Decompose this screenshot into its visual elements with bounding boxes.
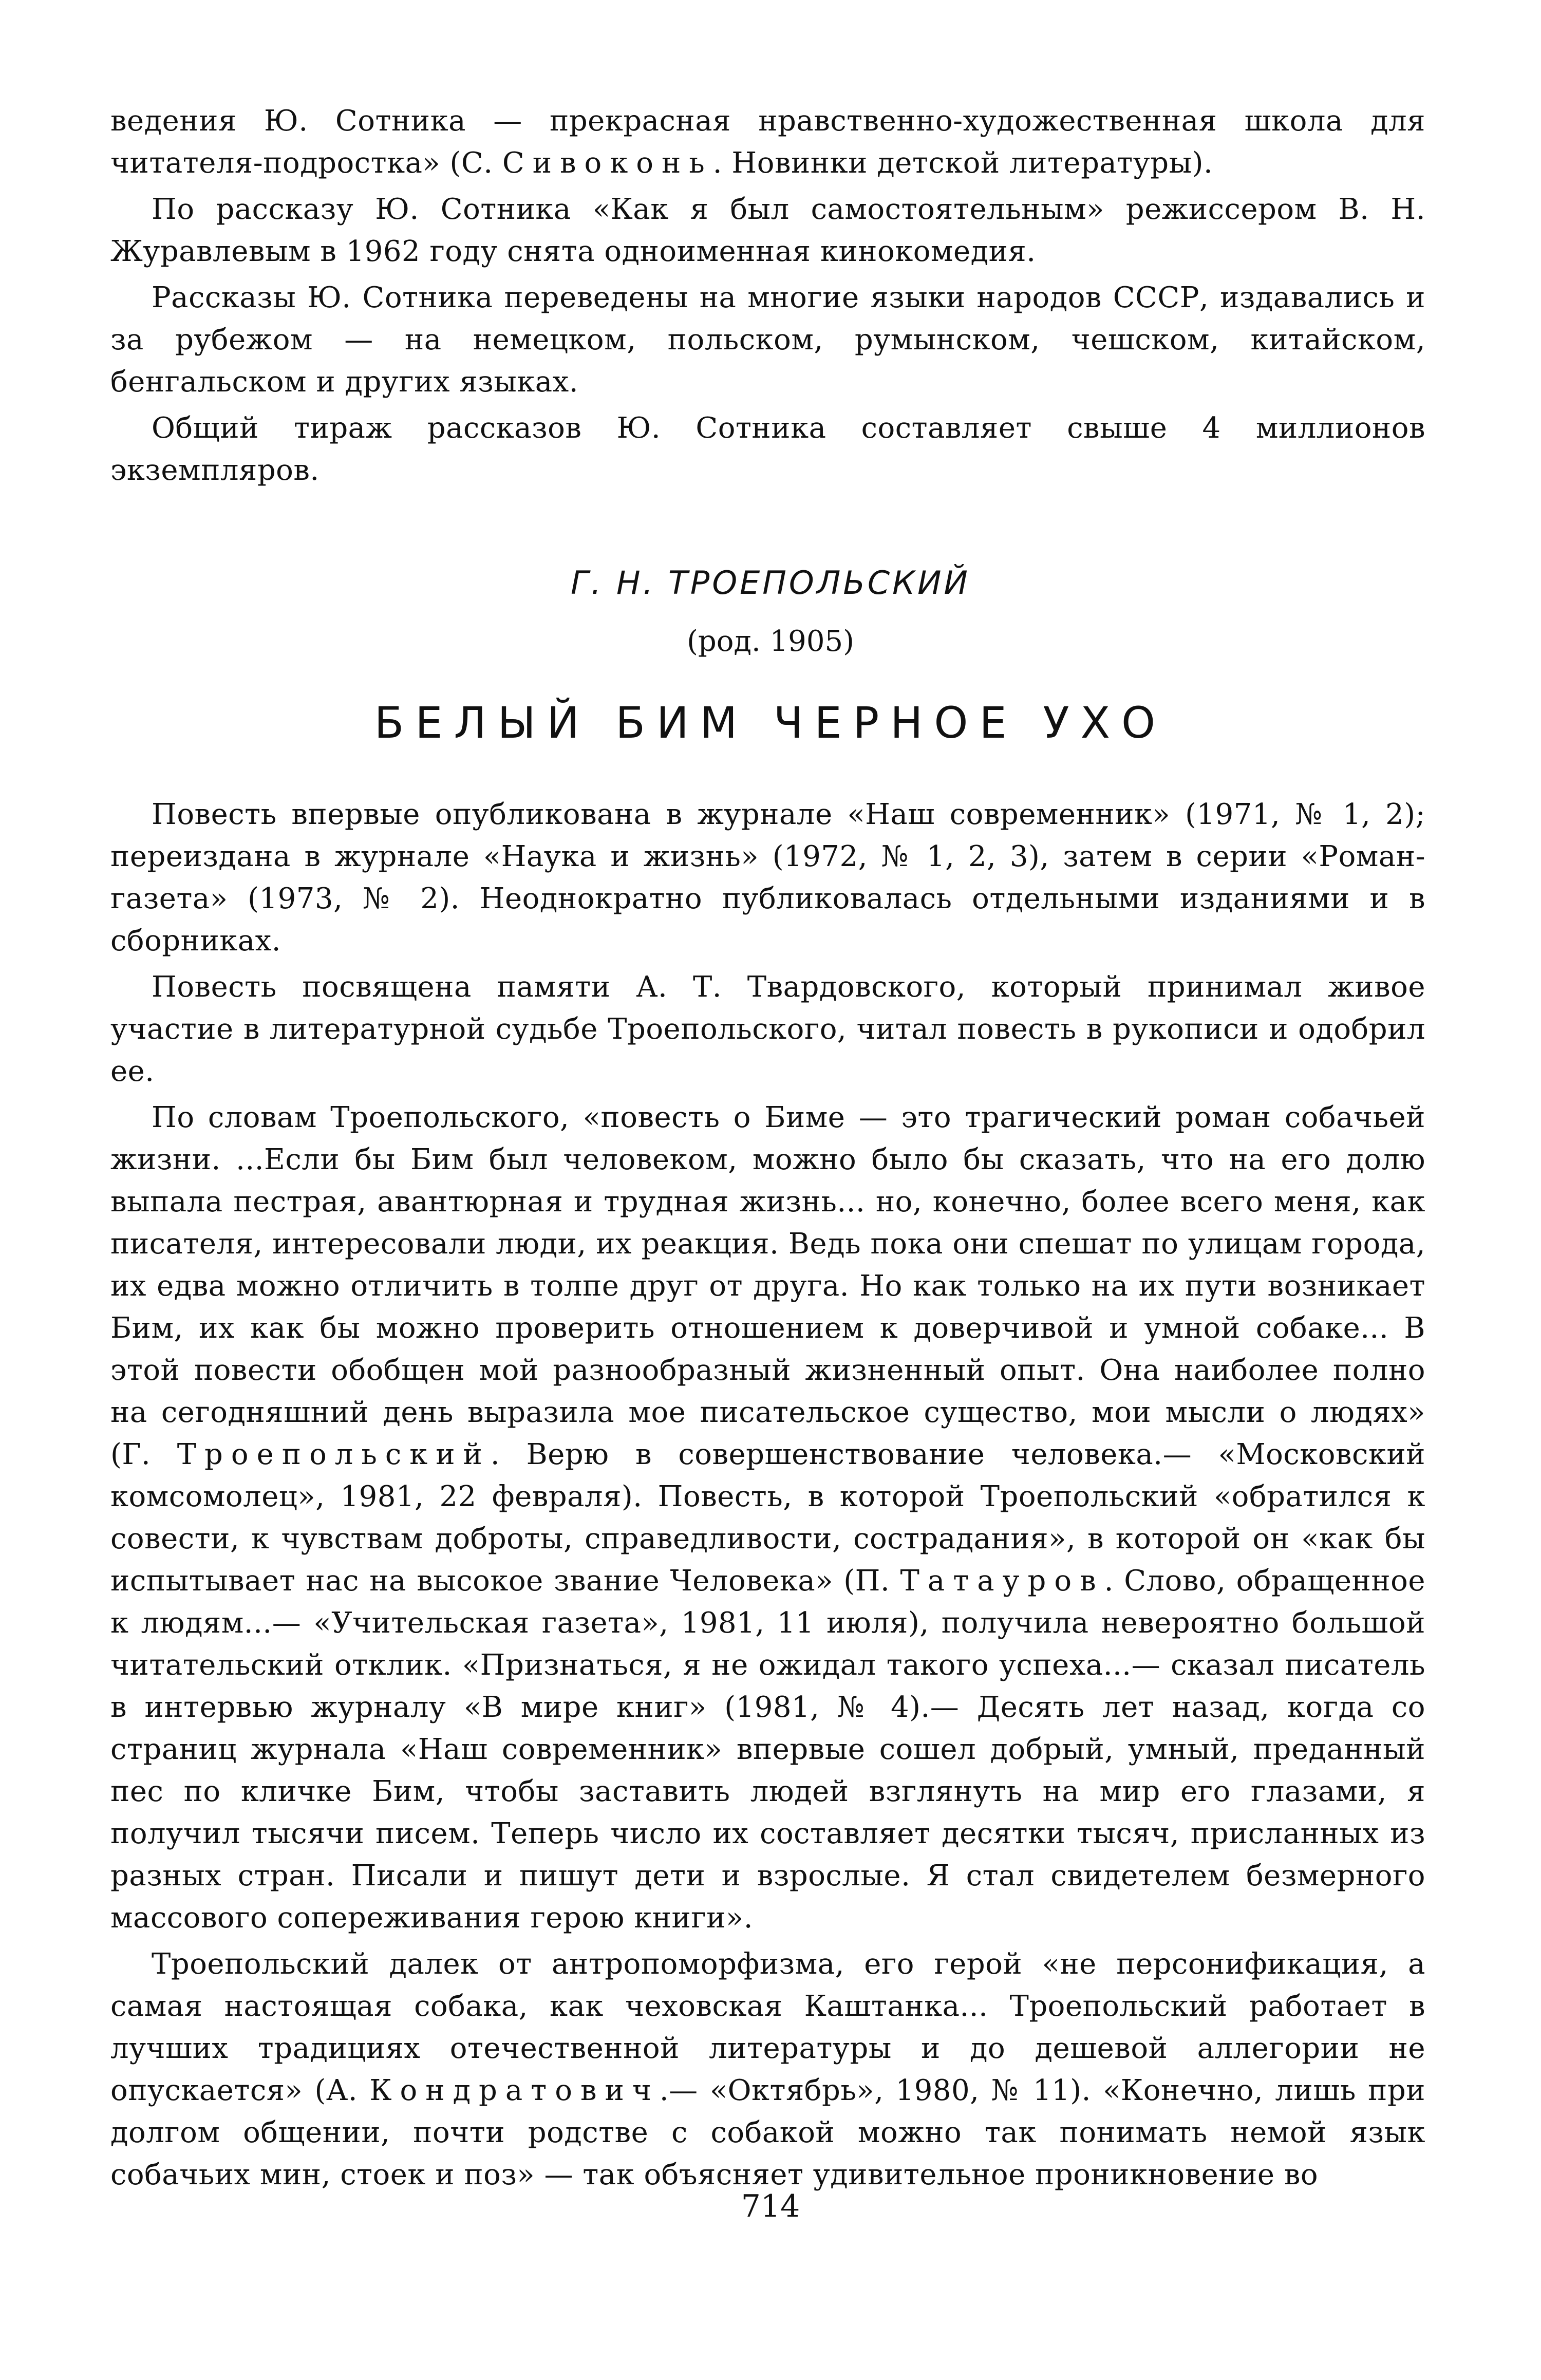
text-run: . Верю в совершенствование человека.— «Московский комсомолец», 1981, 22 февраля). Повесть, в которой Троепольский «обратился к совести, к чувствам доброты, справедливости, сострадания», в которой он «как бы испытывает нас на высокое звание Человека» (П.: [110, 1438, 1425, 1598]
text-run: ведения Ю. Сотника — прекрасная нравственно-художественная школа для читателя-подростка» (С.: [110, 104, 1425, 180]
text-run: Рассказы Ю. Сотника переведены на многие языки народов СССР, издавались и за рубежом — на немецком, польском, румынском, чешском, китайском, бенгальском и других языках.: [110, 281, 1425, 399]
paragraph-main-1: [110, 794, 1425, 962]
section-author: Г. Н. ТРОЕПОЛЬСКИЙ: [571, 564, 970, 602]
text-run: По рассказу Ю. Сотника «Как я был самостоятельным» режиссером В. Н. Журавлевым в 1962 году снята одноименная кинокомедия.: [110, 193, 1425, 268]
page-number: 714: [741, 2188, 800, 2224]
text-run: .— «Октябрь», 1980, № 11). «Конечно, лишь при долгом общении, почти родстве с собакой можно так понимать немой язык собачьих мин, стоек и поз» — так объясняет удивительное проникновение во: [110, 2074, 1425, 2191]
paragraph-top-2: [110, 189, 1425, 273]
text-run: Троепольский далек от антропоморфизма, его герой «не персонификация, а самая настоящая собака, как чеховская Каштанка... Троепольский работает в лучших традициях отечественной литературы и до дешевой аллегории не опускается» (А.: [110, 1947, 1425, 2107]
text-run: . Слово, обращенное к людям...— «Учительская газета», 1981, 11 июля), получила невероятно большой читательский отклик. «Признаться, я не ожидал такого успеха...— сказал писатель в интервью журналу «В мире книг» (1981, № 4).— Десять лет назад, когда со страниц журнала «Наш современник» впервые сошел добрый, умный, преданный пес по кличке Бим, чтобы заставить людей взглянуть на мир его глазами, я получил тысячи писем. Теперь число их составляет десятки тысяч, присланных из разных стран. Писали и пишут дети и взрослые. Я стал свидетелем безмерного массового сопереживания герою книги».: [110, 1564, 1426, 1935]
section-author-years: (род. 1905): [687, 625, 854, 658]
text-run: По словам Троепольского, «повесть о Биме — это трагический роман собачьей жизни. ...Если бы Бим был человеком, можно было бы сказать, что на его долю выпала пестрая, авантюрная и трудная жизнь... но, конечно, более всего меня, как писателя, интересовали люди, их реакция. Ведь пока они спешат по улицам города, их едва можно отличить в толпе друг от друга. Но как только на их пути возникает Бим, их как бы можно проверить отношением к доверчивой и умной собаке... В этой повести обобщен мой разнообразный жизненный опыт. Она наиболее полно на сегодняшний день выразила мое писательское существо, мои мысли о людях» (Г.: [110, 1101, 1425, 1471]
paragraph-main-2: [110, 966, 1425, 1093]
paragraph-top-1: [110, 100, 1425, 184]
spaced-author-name: Татауров: [900, 1564, 1104, 1598]
paragraph-main-3: [110, 1097, 1425, 1939]
text-run: Повесть посвящена памяти А. Т. Твардовского, который принимал живое участие в литературной судьбе Троепольского, читал повесть в рукописи и одобрил ее.: [110, 970, 1425, 1088]
section-title: БЕЛЫЙ БИМ ЧЕРНОЕ УХО: [374, 698, 1167, 748]
spaced-author-name: Троепольский: [177, 1438, 491, 1471]
paragraph-top-3: [110, 277, 1425, 403]
paragraph-main-4: [110, 1943, 1425, 2196]
spaced-author-name: Сивоконь: [502, 146, 713, 180]
text-run: Повесть впервые опубликована в журнале «Наш современник» (1971, № 1, 2); переиздана в журнале «Наука и жизнь» (1972, № 1, 2, 3), затем в серии «Роман-газета» (1973, № 2). Неоднократно публиковалась отдельными изданиями и в сборниках.: [110, 798, 1425, 958]
paragraph-top-4: [110, 407, 1425, 492]
previous-article-ending: [110, 100, 1425, 492]
article-body: [110, 794, 1425, 2196]
spaced-author-name: Кондратович: [369, 2074, 660, 2107]
text-run: Общий тираж рассказов Ю. Сотника составляет свыше 4 миллионов экземпляров.: [110, 411, 1425, 487]
text-run: . Новинки детской литературы).: [712, 146, 1213, 180]
